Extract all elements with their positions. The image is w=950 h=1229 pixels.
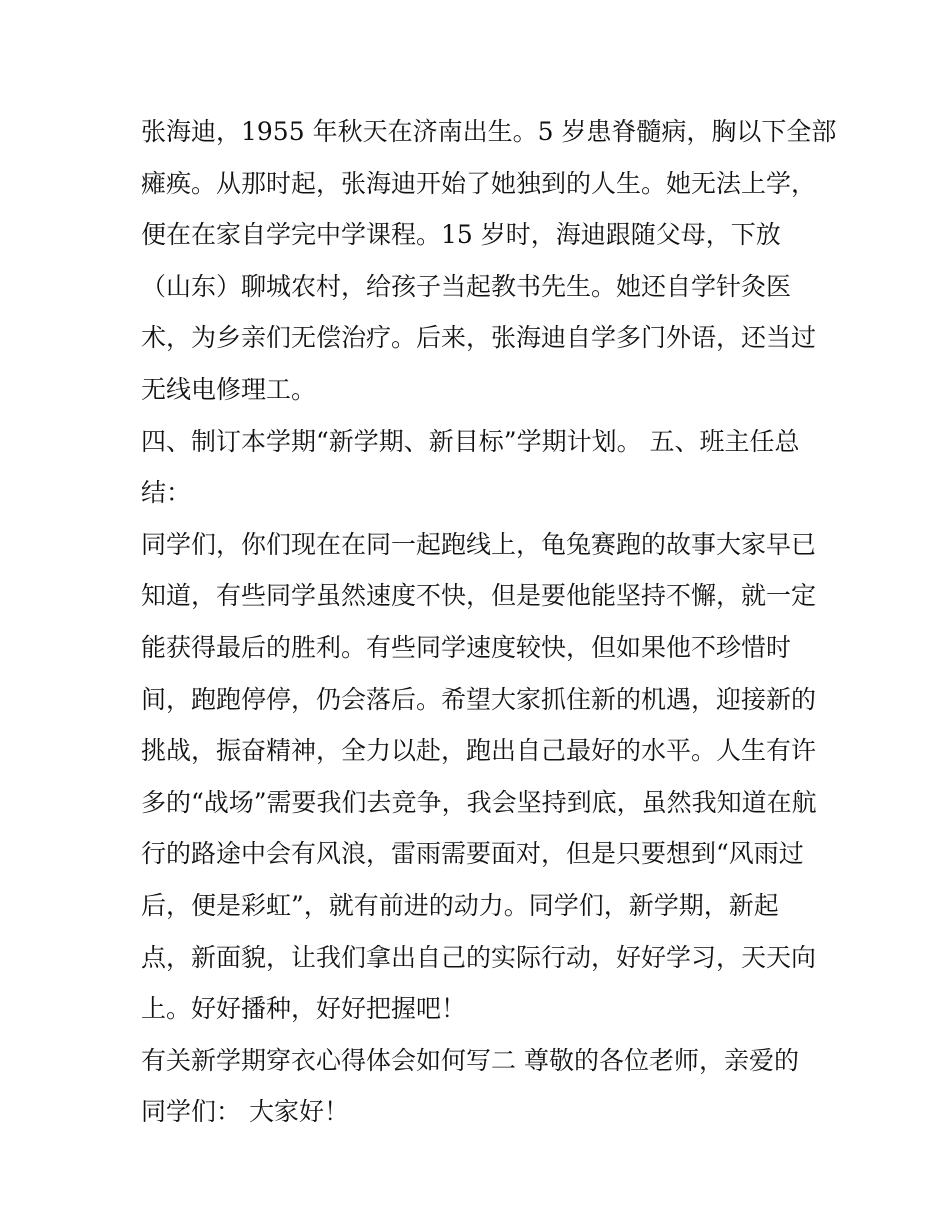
text-line: 多的“战场”需要我们去竞争，我会坚持到底，虽然我知道在航: [141, 787, 817, 817]
document-body: [141, 106, 837, 1138]
text-line: （山东）聊城农村，给孩子当起教书先生。她还自学针灸医: [141, 271, 792, 301]
text-line: 点，新面貌，让我们拿出自己的实际行动，好好学习，天天向: [141, 942, 817, 972]
text-line: 无线电修理工。: [141, 374, 317, 404]
text-line: 行的路途中会有风浪，雷雨需要面对，但是只要想到“风雨过: [141, 839, 804, 869]
text-line: 间，跑跑停停，仍会落后。希望大家抓住新的机遇，迎接新的: [141, 684, 817, 714]
text-line: 结：: [141, 478, 192, 508]
text-line: 同学们，你们现在在同一起跑线上，龟兔赛跑的故事大家早已: [141, 529, 817, 559]
text-line: 瘫痪。从那时起，张海迪开始了她独到的人生。她无法上学，: [141, 168, 817, 198]
text-line: 四、制订本学期“新学期、新目标”学期计划。 五、班主任总: [141, 426, 800, 456]
text-line: 术，为乡亲们无偿治疗。后来，张海迪自学多门外语，还当过: [141, 323, 817, 353]
text-line: 上。好好播种，好好把握吧！: [141, 994, 467, 1024]
text-line: 同学们： 大家好！: [141, 1097, 349, 1127]
text-line: 知道，有些同学虽然速度不快，但是要他能坚持不懈，就一定: [141, 581, 817, 611]
text-line: 挑战，振奋精神，全力以赴，跑出自己最好的水平。人生有许: [141, 736, 817, 766]
text-line: 便在在家自学完中学课程。15 岁时，海迪跟随父母，下放: [141, 220, 781, 250]
text-line: 张海迪，1955 年秋天在济南出生。5 岁患脊髓病，胸以下全部: [141, 117, 837, 146]
text-line: 后，便是彩虹”，就有前进的动力。同学们，新学期，新起: [141, 890, 779, 920]
text-line: 能获得最后的胜利。有些同学速度较快，但如果他不珍惜时: [141, 632, 792, 662]
text-line: 有关新学期穿衣心得体会如何写二 尊敬的各位老师，亲爱的: [141, 1045, 799, 1075]
